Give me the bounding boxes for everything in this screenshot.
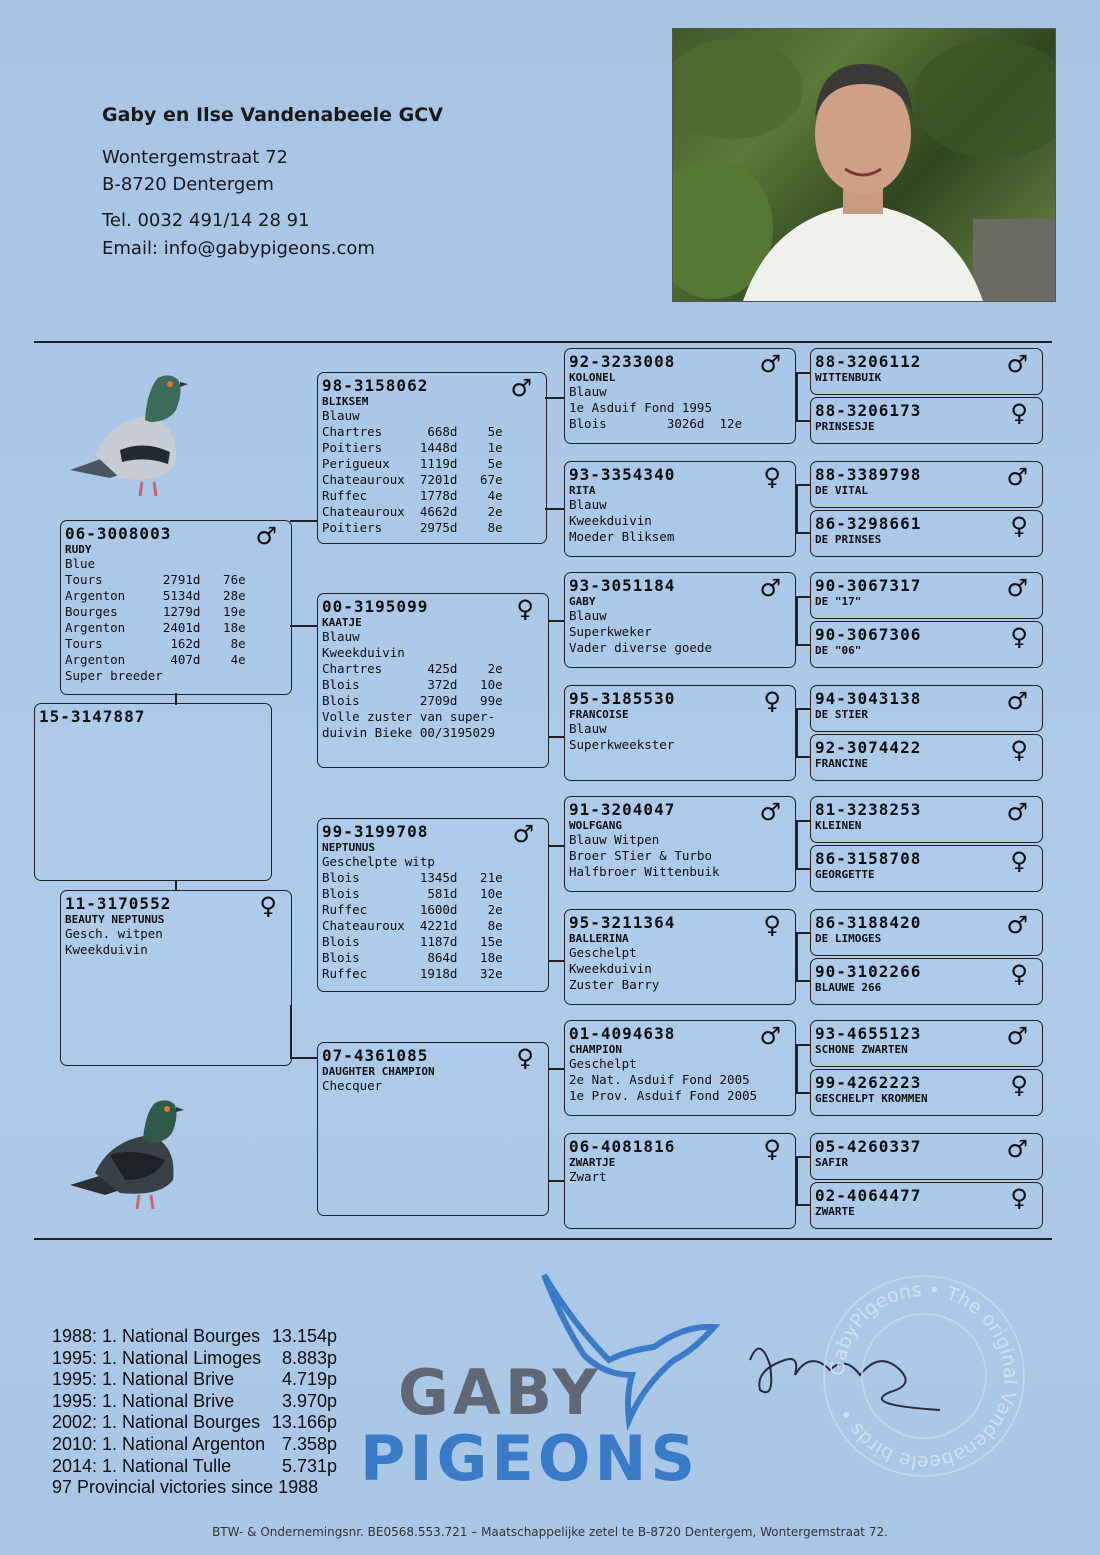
subject-box xyxy=(34,703,272,881)
male-symbol: ♂ xyxy=(1006,574,1028,602)
male-pigeon-illustration xyxy=(50,360,200,505)
pigeon-name: ZWARTE xyxy=(815,1205,855,1218)
pigeon-name: SCHONE ZWARTEN xyxy=(815,1043,908,1056)
top-divider xyxy=(34,341,1052,343)
great-grandparent-box-8 xyxy=(564,1133,796,1229)
telephone: Tel. 0032 491/14 28 91 xyxy=(102,210,310,231)
pigeon-name: GABY xyxy=(569,595,596,608)
pigeon-details: Blauw Chartres 668d 5e Poitiers 1448d 1e Perigueux 1119d 5e Chateauroux 7201d 67e Ruffec 1778d 4e Chateauroux 4662d 2e Poitiers 2975d 8e xyxy=(322,408,503,535)
great-grandparent-box-6 xyxy=(564,909,796,1005)
pigeon-name: DE LIMOGES xyxy=(815,932,882,945)
pigeon-name: DE PRINSES xyxy=(815,533,882,546)
address-street: Wontergemstraat 72 xyxy=(102,147,288,168)
seal-text: GabyPigeons • The original Vandenabeele birds • xyxy=(826,1278,1022,1474)
dam-dam-box xyxy=(317,1042,549,1216)
great-grandparent-box-3 xyxy=(564,572,796,668)
pigeon-details: Blauw Kweekduivin Chartres 425d 2e Blois 372d 10e Blois 2709d 99e Volle zuster van super- duivin Bieke 00/3195029 xyxy=(322,629,503,740)
pigeon-name: DE "06" xyxy=(815,644,862,657)
pigeon-details: Geschelpt Kweekduivin Zuster Barry xyxy=(569,945,660,992)
ring-number: 98-3158062 xyxy=(322,376,429,395)
pigeon-name: FRANCOISE xyxy=(569,708,629,721)
breeder-photo xyxy=(672,28,1056,302)
logo-text-gaby: GABY xyxy=(398,1356,602,1429)
female-symbol: ♀ xyxy=(516,1044,534,1072)
ancestor-box-16 xyxy=(810,1182,1043,1229)
pigeon-name: BLAUWE 266 xyxy=(815,981,882,994)
pigeon-name: DE "17" xyxy=(815,595,862,608)
pigeon-name: GESCHELPT KROMMEN xyxy=(815,1092,928,1105)
ancestor-box-13 xyxy=(810,1020,1043,1067)
pigeon-details: Blue Tours 2791d 76e Argenton 5134d 28e Bourges 1279d 19e Argenton 2401d 18e Tours 162d 8e Argenton 407d 4e Super breeder xyxy=(65,556,246,683)
ancestor-box-8 xyxy=(810,734,1043,781)
ancestor-box-4 xyxy=(810,510,1043,557)
ring-number: 86-3298661 xyxy=(815,514,922,533)
male-symbol: ♂ xyxy=(255,522,277,550)
ring-number: 88-3206173 xyxy=(815,401,922,420)
pigeon-name: KOLONEL xyxy=(569,371,616,384)
ring-number: 01-4094638 xyxy=(569,1024,676,1043)
ancestor-box-7 xyxy=(810,685,1043,732)
ring-number: 86-3188420 xyxy=(815,913,922,932)
male-symbol: ♂ xyxy=(759,574,781,602)
pigeon-name: CHAMPION xyxy=(569,1043,622,1056)
ring-number: 86-3158708 xyxy=(815,849,922,868)
ring-number: 92-3233008 xyxy=(569,352,676,371)
ring-number: 05-4260337 xyxy=(815,1137,922,1156)
ring-number: 95-3185530 xyxy=(569,689,676,708)
ring-number: 81-3238253 xyxy=(815,800,922,819)
ring-number: 90-3067306 xyxy=(815,625,922,644)
ancestor-box-1 xyxy=(810,348,1043,395)
pigeon-details: Blauw 1e Asduif Fond 1995 Blois 3026d 12e xyxy=(569,384,743,431)
ancestor-box-9 xyxy=(810,796,1043,843)
male-symbol: ♂ xyxy=(1006,350,1028,378)
ancestor-box-3 xyxy=(810,461,1043,508)
ring-number: 90-3067317 xyxy=(815,576,922,595)
dam-box xyxy=(60,890,292,1066)
pigeon-name: RUDY xyxy=(65,543,92,556)
great-grandparent-box-4 xyxy=(564,685,796,781)
ancestor-box-5 xyxy=(810,572,1043,619)
female-symbol: ♀ xyxy=(763,911,781,939)
pigeon-name: DE VITAL xyxy=(815,484,868,497)
female-symbol: ♀ xyxy=(1010,736,1028,764)
great-grandparent-box-7 xyxy=(564,1020,796,1116)
female-pigeon-illustration xyxy=(55,1085,200,1215)
email: Email: info@gabypigeons.com xyxy=(102,238,375,259)
female-symbol: ♀ xyxy=(1010,399,1028,427)
great-grandparent-box-5 xyxy=(564,796,796,892)
ring-number: 99-3199708 xyxy=(322,822,429,841)
pigeon-name: BEAUTY NEPTUNUS xyxy=(65,913,165,926)
svg-text:GabyPigeons • The original Van xyxy=(827,1279,1021,1473)
ring-number: 99-4262223 xyxy=(815,1073,922,1092)
pigeon-details: Zwart xyxy=(569,1169,607,1184)
female-symbol: ♀ xyxy=(1010,1184,1028,1212)
address-city: B-8720 Dentergem xyxy=(102,174,274,195)
ring-number: 91-3204047 xyxy=(569,800,676,819)
achievement-row: 1995: 1. National Brive 4.719p xyxy=(52,1369,337,1390)
ancestor-box-11 xyxy=(810,909,1043,956)
pigeon-name: NEPTUNUS xyxy=(322,841,375,854)
ancestor-box-10 xyxy=(810,845,1043,892)
female-symbol: ♀ xyxy=(763,463,781,491)
achievements-summary: 97 Provincial victories since 1988 xyxy=(52,1477,319,1498)
female-symbol: ♀ xyxy=(516,595,534,623)
pigeon-details: Geschelpt 2e Nat. Asduif Fond 2005 1e Prov. Asduif Fond 2005 xyxy=(569,1056,758,1103)
ring-number: 11-3170552 xyxy=(65,894,172,913)
sire-sire-box xyxy=(317,372,547,544)
achievement-row: 1988: 1. National Bourges 13.154p xyxy=(52,1326,337,1346)
pigeon-name: KAATJE xyxy=(322,616,362,629)
achievements-list xyxy=(52,1326,337,1499)
ring-number: 15-3147887 xyxy=(39,707,146,726)
male-symbol: ♂ xyxy=(1006,798,1028,826)
male-symbol: ♂ xyxy=(510,374,532,402)
pigeon-name: WOLFGANG xyxy=(569,819,622,832)
logo-text-pigeons: PIGEONS xyxy=(360,1422,699,1495)
ring-number: 02-4064477 xyxy=(815,1186,922,1205)
male-symbol: ♂ xyxy=(1006,1022,1028,1050)
pigeon-name: PRINSESJE xyxy=(815,420,875,433)
pigeon-name: WITTENBUIK xyxy=(815,371,882,384)
pigeon-name: FRANCINE xyxy=(815,757,868,770)
male-symbol: ♂ xyxy=(1006,687,1028,715)
female-symbol: ♀ xyxy=(1010,960,1028,988)
achievement-row: 2002: 1. National Bourges 13.166p xyxy=(52,1412,337,1433)
embossed-seal xyxy=(818,1270,1030,1482)
pigeon-name: ZWARTJE xyxy=(569,1156,616,1169)
ring-number: 88-3389798 xyxy=(815,465,922,484)
ring-number: 94-3043138 xyxy=(815,689,922,708)
ring-number: 93-3354340 xyxy=(569,465,676,484)
ring-number: 00-3195099 xyxy=(322,597,429,616)
pigeon-details: Blauw Kweekduivin Moeder Bliksem xyxy=(569,497,675,544)
dam-sire-box xyxy=(317,818,549,992)
sire-dam-box xyxy=(317,593,549,768)
female-symbol: ♀ xyxy=(1010,1071,1028,1099)
pigeon-name: DE STIER xyxy=(815,708,868,721)
ring-number: 92-3074422 xyxy=(815,738,922,757)
female-symbol: ♀ xyxy=(763,687,781,715)
ancestor-box-14 xyxy=(810,1069,1043,1116)
ring-number: 93-4655123 xyxy=(815,1024,922,1043)
pigeon-name: KLEINEN xyxy=(815,819,862,832)
sire-box xyxy=(60,520,292,695)
female-symbol: ♀ xyxy=(1010,847,1028,875)
pigeon-details: Geschelpte witp Blois 1345d 21e Blois 581d 10e Ruffec 1600d 2e Chateauroux 4221d 8e Blois 1187d 15e Blois 864d 18e Ruffec 1918d 32e xyxy=(322,854,503,981)
ring-number: 90-3102266 xyxy=(815,962,922,981)
male-symbol: ♂ xyxy=(1006,463,1028,491)
pigeon-name: GEORGETTE xyxy=(815,868,875,881)
pigeon-details: Gesch. witpen Kweekduivin xyxy=(65,926,163,957)
ring-number: 95-3211364 xyxy=(569,913,676,932)
pigeon-name: RITA xyxy=(569,484,596,497)
male-symbol: ♂ xyxy=(512,820,534,848)
male-symbol: ♂ xyxy=(759,798,781,826)
achievement-row: 2010: 1. National Argenton 7.358p xyxy=(52,1433,337,1454)
ancestor-box-15 xyxy=(810,1133,1043,1180)
ring-number: 07-4361085 xyxy=(322,1046,429,1065)
pigeon-details: Blauw Superkweekster xyxy=(569,721,675,752)
achievement-row: 2014: 1. National Tulle 5.731p xyxy=(52,1455,337,1476)
legal-footer: BTW- & Ondernemingsnr. BE0568.553.721 – Maatschappelijke zetel te B-8720 Dentergem, Wontergemstraat 72. xyxy=(212,1525,888,1539)
male-symbol: ♂ xyxy=(759,1022,781,1050)
breeder-name: Gaby en Ilse Vandenabeele GCV xyxy=(102,104,443,126)
great-grandparent-box-1 xyxy=(564,348,796,444)
achievement-row: 1995: 1. National Brive 3.970p xyxy=(52,1390,337,1411)
achievement-row: 1995: 1. National Limoges 8.883p xyxy=(52,1347,337,1368)
pigeon-name: BALLERINA xyxy=(569,932,629,945)
ancestor-box-12 xyxy=(810,958,1043,1005)
male-symbol: ♂ xyxy=(1006,911,1028,939)
ring-number: 06-3008003 xyxy=(65,524,172,543)
ancestor-box-2 xyxy=(810,397,1043,444)
female-symbol: ♀ xyxy=(259,892,277,920)
pigeon-details: Blauw Superkweker Vader diverse goede xyxy=(569,608,712,655)
pigeon-details: Checquer xyxy=(322,1078,383,1093)
pigeon-name: DAUGHTER CHAMPION xyxy=(322,1065,435,1078)
pigeon-details: Blauw Witpen Broer STier & Turbo Halfbroer Wittenbuik xyxy=(569,832,720,879)
ring-number: 06-4081816 xyxy=(569,1137,676,1156)
bottom-divider xyxy=(34,1238,1052,1240)
ancestor-box-6 xyxy=(810,621,1043,668)
pigeon-name: BLIKSEM xyxy=(322,395,369,408)
ring-number: 88-3206112 xyxy=(815,352,922,371)
female-symbol: ♀ xyxy=(763,1135,781,1163)
male-symbol: ♂ xyxy=(759,350,781,378)
ring-number: 93-3051184 xyxy=(569,576,676,595)
pigeon-name: SAFIR xyxy=(815,1156,849,1169)
female-symbol: ♀ xyxy=(1010,623,1028,651)
great-grandparent-box-2 xyxy=(564,461,796,557)
male-symbol: ♂ xyxy=(1006,1135,1028,1163)
female-symbol: ♀ xyxy=(1010,512,1028,540)
